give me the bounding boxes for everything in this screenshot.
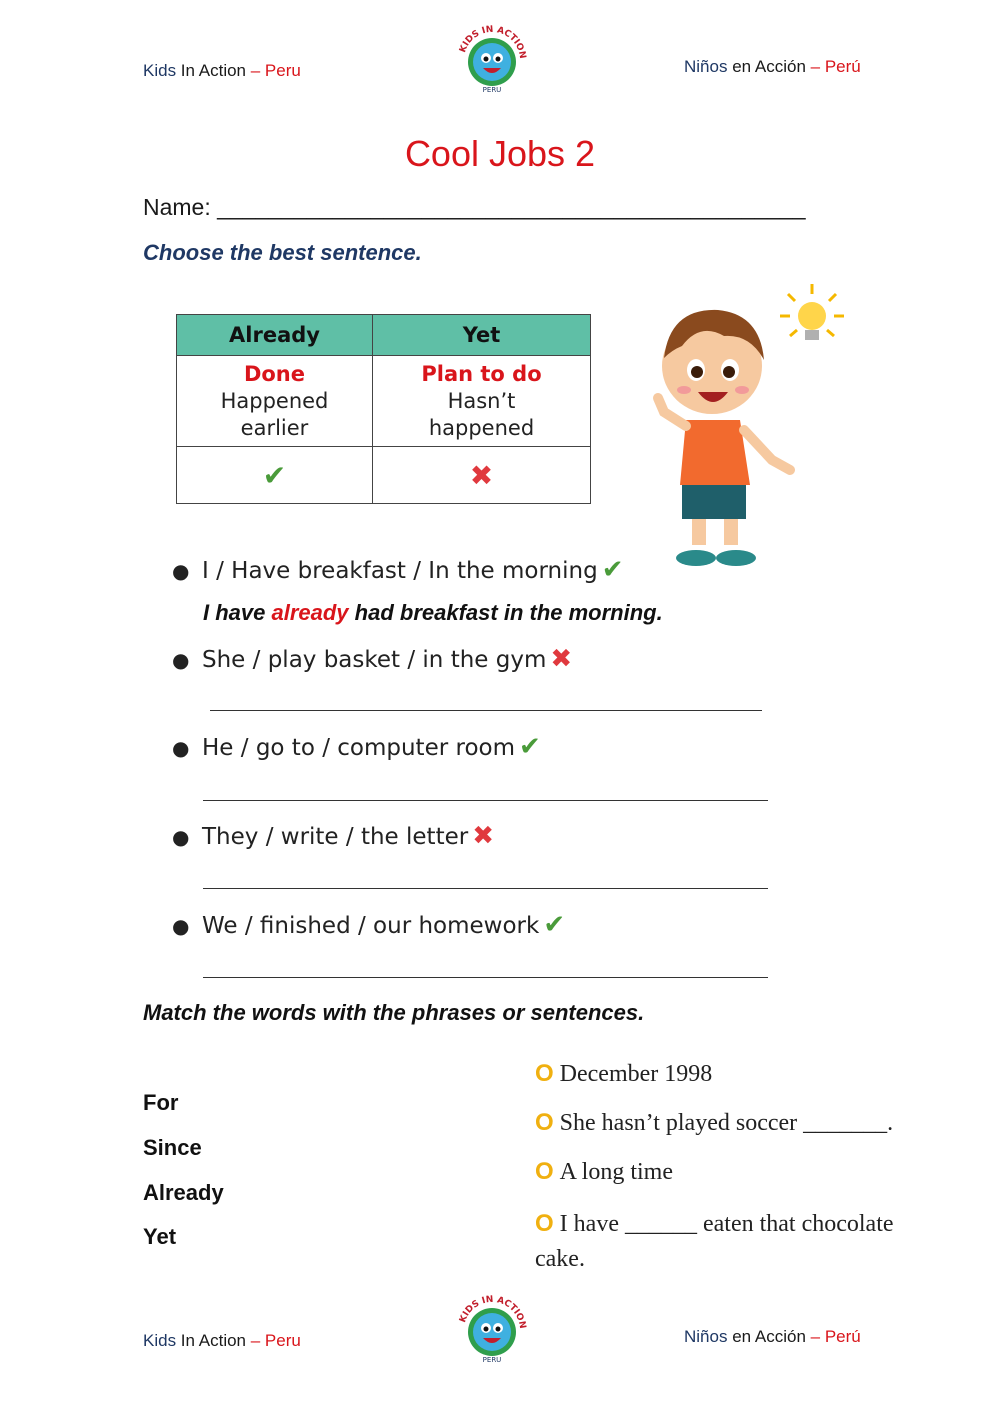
- item-text: I / Have breakfast / In the morning: [202, 558, 598, 584]
- svg-text:KIDS IN ACTION: KIDS IN ACTION: [458, 1294, 528, 1330]
- already-line2: earlier: [240, 415, 309, 440]
- match-word-for[interactable]: For: [143, 1090, 179, 1115]
- yet-description: [372, 356, 590, 447]
- name-field[interactable]: Name: ______________________________________________: [143, 194, 806, 220]
- example-pre: I have: [203, 600, 272, 625]
- footer-left: [143, 1331, 301, 1351]
- check-icon: ✔: [177, 447, 373, 504]
- match-word-since[interactable]: Since: [143, 1135, 202, 1160]
- list-item: ● He / go to / computer room ✔: [172, 732, 541, 762]
- check-icon: ✔: [601, 555, 624, 585]
- instruction-choose: Choose the best sentence.: [143, 240, 422, 265]
- already-description: [177, 356, 373, 447]
- option-bullet-icon: O: [535, 1060, 554, 1087]
- svg-text:KIDS IN ACTION: KIDS IN ACTION: [458, 24, 528, 60]
- instruction-match: Match the words with the phrases or sentences.: [143, 1000, 645, 1025]
- yet-highlight: Plan to do: [421, 361, 542, 386]
- footer-left-mid: In Action: [176, 1331, 251, 1350]
- option-text-cont: cake.: [535, 1246, 585, 1272]
- header-right: [684, 57, 861, 77]
- cross-icon: ✖: [550, 644, 573, 674]
- example-key: already: [271, 600, 349, 625]
- footer-left-kids: Kids: [143, 1331, 177, 1350]
- example-post: had breakfast in the morning.: [348, 600, 663, 625]
- boy-pointing-illustration: [640, 280, 860, 580]
- already-line1: Happened: [220, 388, 329, 413]
- yet-line2: happened: [428, 415, 535, 440]
- item-text: We / finished / our homework: [202, 913, 540, 939]
- option-text: I have ______ eaten that chocolate: [559, 1211, 894, 1237]
- match-word-yet[interactable]: Yet: [143, 1224, 177, 1249]
- answer-line[interactable]: [203, 888, 768, 889]
- item-text: He / go to / computer room: [202, 735, 515, 761]
- option-text: A long time: [559, 1159, 674, 1185]
- item-text: She / play basket / in the gym: [202, 647, 547, 673]
- answer-line[interactable]: [203, 800, 768, 801]
- lightbulb-icon: [780, 284, 844, 340]
- answer-line[interactable]: [210, 710, 762, 711]
- page-title: Cool Jobs 2: [404, 133, 596, 174]
- match-word-already[interactable]: Already: [143, 1180, 224, 1205]
- yet-line1: Hasn’t: [447, 388, 516, 413]
- svg-text:PERU: PERU: [482, 1356, 502, 1364]
- footer-right: [684, 1327, 861, 1347]
- item-text: They / write / the letter: [202, 824, 469, 850]
- match-option[interactable]: [535, 1109, 893, 1137]
- footer-right-peru: – Perú: [810, 1327, 861, 1346]
- check-icon: ✔: [543, 910, 566, 940]
- list-item: ● We / finished / our homework ✔: [172, 910, 566, 940]
- match-option[interactable]: [535, 1158, 673, 1186]
- header-left: [143, 61, 301, 81]
- match-option[interactable]: [535, 1206, 975, 1277]
- already-highlight: Done: [243, 361, 306, 386]
- footer-right-mid: en Acción: [727, 1327, 811, 1346]
- header-already: Already: [177, 315, 373, 356]
- example-answer: [203, 600, 663, 626]
- cross-icon: ✖: [472, 821, 494, 851]
- already-yet-table: [176, 314, 591, 504]
- answer-line[interactable]: [203, 977, 768, 978]
- header-right-ninos: Niños: [684, 57, 728, 76]
- option-text: December 1998: [559, 1061, 713, 1087]
- check-icon: ✔: [519, 732, 541, 762]
- header-left-kids: Kids: [143, 61, 177, 80]
- header-left-mid: In Action: [176, 61, 251, 80]
- option-text: She hasn’t played soccer _______.: [559, 1110, 894, 1136]
- header-right-mid: en Acción: [727, 57, 811, 76]
- kids-in-action-logo-icon: [452, 1290, 532, 1370]
- option-bullet-icon: O: [535, 1210, 554, 1237]
- footer-right-ninos: Niños: [684, 1327, 728, 1346]
- header-left-peru: – Peru: [250, 61, 301, 80]
- footer-left-peru: – Peru: [250, 1331, 301, 1350]
- match-option[interactable]: [535, 1060, 712, 1088]
- kids-in-action-logo-icon: [452, 20, 532, 100]
- list-item: ● They / write / the letter ✖: [172, 821, 494, 851]
- option-bullet-icon: O: [535, 1158, 554, 1185]
- list-item: ● She / play basket / in the gym ✖: [172, 644, 573, 674]
- header-yet: Yet: [372, 315, 590, 356]
- cross-icon: ✖: [372, 447, 590, 504]
- header-right-peru: – Perú: [810, 57, 861, 76]
- option-bullet-icon: O: [535, 1109, 554, 1136]
- list-item: ● I / Have breakfast / In the morning ✔: [172, 555, 624, 585]
- svg-text:PERU: PERU: [482, 86, 502, 94]
